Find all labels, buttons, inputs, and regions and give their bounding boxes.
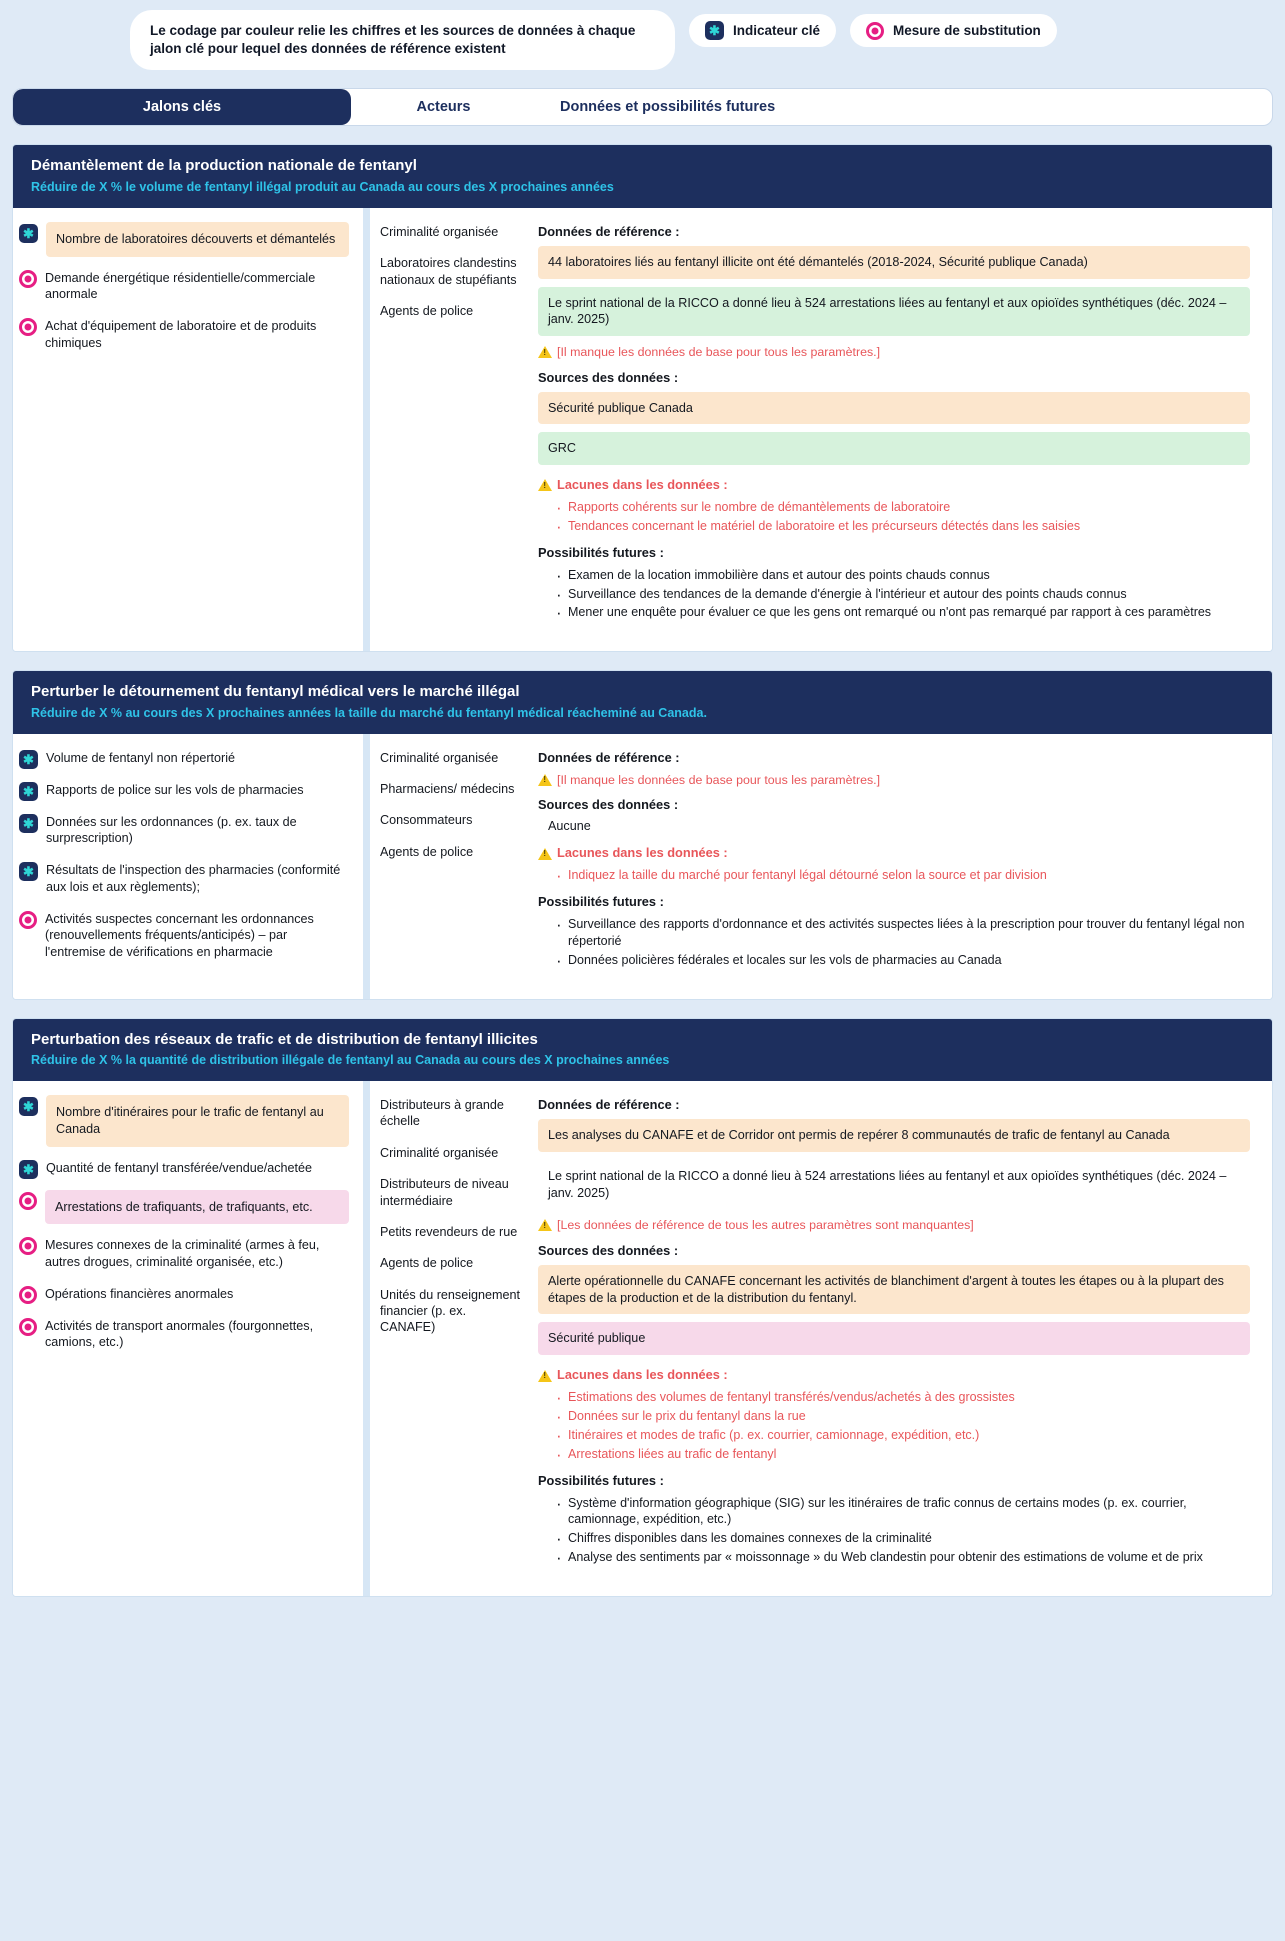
data-gaps-list (538, 1389, 1250, 1463)
actor-item: Petits revendeurs de rue (380, 1224, 518, 1239)
milestone-row (19, 1316, 349, 1353)
milestone-row (19, 812, 349, 849)
section-title: Démantèlement de la production nationale de fentanyl (31, 157, 417, 175)
actor-item: Distributeurs à grande échelle (380, 1098, 504, 1129)
target-circle-icon (19, 1192, 37, 1210)
section-title: Perturber le détournement du fentanyl médical vers le marché illégal (31, 683, 520, 701)
future-opportunities-list (538, 916, 1250, 969)
data-gap-item: · Itinéraires et modes de trafic (p. ex. courrier, camionnage, expédition, etc.) (556, 1427, 1250, 1444)
baseline-data-label: Données de référence : (538, 749, 680, 765)
section-body (13, 1081, 1272, 1596)
milestone-section (12, 144, 1273, 652)
asterisk-square-icon: ✱ (19, 782, 38, 801)
warning-text: [Il manque les données de base pour tous les paramètres.] (557, 345, 881, 360)
milestone-label: Opérations financières anormales (45, 1286, 234, 1301)
future-opportunity-item: · Analyse des sentiments par « moissonnage » du Web clandestin pour obtenir des estimations de volume et de prix (556, 1549, 1250, 1566)
warning-triangle-icon (538, 346, 552, 358)
milestone-row (19, 1235, 349, 1272)
tab-acteurs[interactable] (351, 89, 536, 125)
target-circle-icon (19, 270, 37, 288)
warning-triangle-icon (538, 848, 552, 860)
asterisk-square-icon: ✱ (19, 814, 38, 833)
milestone-row (19, 268, 349, 305)
milestone-row (19, 1284, 349, 1305)
milestone-row (19, 1158, 349, 1179)
milestone-section (12, 1018, 1273, 1597)
milestone-label: Quantité de fentanyl transférée/vendue/achetée (46, 1160, 313, 1175)
future-opportunity-item: · Examen de la location immobilière dans et autour des points chauds connus (556, 567, 1250, 584)
milestone-row (19, 316, 349, 353)
future-opportunity-item: · Système d'information géographique (SIG) sur les itinéraires de trafic connus de certains modes (p. ex. courrier, camionnage, expédition, etc.) (556, 1495, 1250, 1529)
section-body (13, 734, 1272, 999)
target-circle-icon (19, 1318, 37, 1336)
milestone-label: Demande énergétique résidentielle/commerciale anormale (45, 270, 316, 302)
future-opportunities-label: Possibilités futures : (538, 894, 664, 910)
asterisk-square-icon: ✱ (19, 1160, 38, 1179)
sections-container (0, 144, 1285, 1597)
future-opportunity-item: · Surveillance des rapports d'ordonnance et des activités suspectes liées à la prescription pour trouver du fentanyl légal non répertorié (556, 916, 1250, 950)
milestone-label: Achat d'équipement de laboratoire et de produits chimiques (45, 319, 317, 350)
data-gaps-label (538, 1367, 1250, 1382)
section-header (13, 671, 1272, 733)
tab-bar (12, 88, 1273, 126)
target-circle-icon (866, 22, 884, 40)
milestone-label: Activités suspectes concernant les ordonnances (renouvellements fréquents/anticipés) – par l'entremise de vérifications en pharmacie (45, 911, 314, 960)
source-item: Sécurité publique Canada (538, 392, 1250, 425)
future-opportunity-item: · Surveillance des tendances de la demande d'énergie à l'intérieur et autour des points chauds connus (556, 586, 1250, 603)
section-subtitle: Réduire de X % le volume de fentanyl illégal produit au Canada au cours des X prochaines années (31, 179, 614, 194)
data-gaps-list (538, 867, 1250, 884)
data-gaps-label-text: Lacunes dans les données : (557, 1367, 728, 1383)
actor-item: Criminalité organisée (380, 750, 499, 765)
milestone-row (19, 780, 349, 801)
future-opportunities-list (538, 1495, 1250, 1567)
baseline-data-label: Données de référence : (538, 1097, 680, 1113)
milestone-row (19, 860, 349, 897)
milestone-row (19, 748, 349, 769)
section-body (13, 208, 1272, 652)
milestone-label: Mesures connexes de la criminalité (armes à feu, autres drogues, criminalité organisée, etc.) (45, 1238, 320, 1270)
milestone-label: Activités de transport anormales (fourgonnettes, camions, etc.) (45, 1318, 314, 1350)
milestones-column (13, 734, 370, 999)
section-subtitle: Réduire de X % au cours des X prochaines années la taille du marché du fentanyl médical réacheminé au Canada. (31, 705, 707, 720)
target-circle-icon (19, 318, 37, 336)
data-gap-item: · Arrestations liées au trafic de fentanyl (556, 1446, 1250, 1463)
actor-item: Distributeurs de niveau intermédiaire (380, 1177, 509, 1208)
milestone-section (12, 670, 1273, 999)
milestones-column (13, 1081, 370, 1596)
source-item: GRC (538, 432, 1250, 465)
actor-item: Laboratoires clandestins nationaux de stupéfiants (380, 256, 517, 287)
milestone-row (19, 222, 349, 257)
actor-item: Consommateurs (380, 813, 473, 828)
future-opportunity-item: · Chiffres disponibles dans les domaines connexes de la criminalité (556, 1530, 1250, 1547)
actor-item: Agents de police (380, 303, 474, 318)
baseline-data-item: Le sprint national de la RICCO a donné lieu à 524 arrestations liées au fentanyl et aux opioïdes synthétiques (déc. 2024 – janv. 2025) (538, 287, 1250, 336)
actor-item: Agents de police (380, 844, 474, 859)
section-subtitle: Réduire de X % la quantité de distribution illégale de fentanyl au Canada au cours des X prochaines années (31, 1053, 670, 1068)
warning-triangle-icon (538, 479, 552, 491)
future-opportunities-label: Possibilités futures : (538, 1472, 664, 1488)
baseline-missing-warning (538, 1217, 1250, 1234)
milestone-label: Résultats de l'inspection des pharmacies (conformité aux lois et aux règlements); (46, 863, 341, 894)
legend-bar (0, 0, 1285, 70)
legend-key-indicator (689, 14, 836, 47)
milestone-row (19, 1095, 349, 1146)
future-opportunities-label: Possibilités futures : (538, 544, 664, 560)
milestone-label: Nombre de laboratoires découverts et démantelés (46, 222, 349, 257)
legend-note: Le codage par couleur relie les chiffres et les sources de données à chaque jalon clé pour lequel des données de référence existent (130, 10, 675, 70)
target-circle-icon (19, 1237, 37, 1255)
data-gap-item: · Rapports cohérents sur le nombre de démantèlements de laboratoire (556, 499, 1250, 516)
asterisk-square-icon: ✱ (19, 750, 38, 769)
future-opportunity-item: · Données policières fédérales et locales sur les vols de pharmacies au Canada (556, 952, 1250, 969)
actor-item: Unités du renseignement financier (p. ex. CANAFE) (380, 1287, 521, 1335)
data-column (532, 208, 1272, 652)
warning-triangle-icon (538, 1370, 552, 1382)
milestones-column (13, 208, 370, 652)
data-gaps-label (538, 845, 1250, 860)
milestone-label: Données sur les ordonnances (p. ex. taux de surprescription) (46, 814, 297, 846)
tab-label: Données et possibilités futures (560, 99, 776, 116)
tab-jalons-cles[interactable] (13, 89, 351, 125)
actors-column (370, 1081, 532, 1596)
baseline-missing-warning (538, 772, 1250, 789)
actor-item: Criminalité organisée (380, 224, 499, 239)
data-gaps-list (538, 499, 1250, 535)
source-item: Alerte opérationnelle du CANAFE concernant les activités de blanchiment d'argent à toutes les étapes ou à la plupart des étapes de la production et de la distribution du fentanyl. (538, 1265, 1250, 1314)
section-header (13, 1019, 1272, 1081)
milestone-label: Volume de fentanyl non répertorié (46, 750, 236, 765)
milestone-row (19, 909, 349, 963)
source-item-none: Aucune (548, 819, 591, 834)
baseline-data-item: Les analyses du CANAFE et de Corridor ont permis de repérer 8 communautés de trafic de fentanyl au Canada (538, 1119, 1250, 1152)
baseline-data-item: Le sprint national de la RICCO a donné lieu à 524 arrestations liées au fentanyl et aux opioïdes synthétiques (déc. 2024 – janv. 2025) (548, 1168, 1227, 1200)
actor-item: Agents de police (380, 1256, 474, 1271)
section-title: Perturbation des réseaux de trafic et de distribution de fentanyl illicites (31, 1030, 538, 1048)
asterisk-square-icon: ✱ (19, 862, 38, 881)
tab-label: Acteurs (416, 99, 471, 116)
sources-label: Sources des données : (538, 797, 679, 813)
baseline-missing-warning (538, 344, 1250, 361)
section-header (13, 145, 1272, 207)
future-opportunities-list (538, 567, 1250, 622)
source-item: Sécurité publique (538, 1322, 1250, 1355)
legend-proxy-measure (850, 14, 1057, 47)
warning-triangle-icon (538, 1219, 552, 1231)
milestone-row (19, 1190, 349, 1225)
asterisk-square-icon: ✱ (19, 224, 38, 243)
legend-key-indicator-label: Indicateur clé (733, 23, 821, 38)
data-gaps-label-text: Lacunes dans les données : (557, 476, 728, 492)
data-gap-item: · Données sur le prix du fentanyl dans la rue (556, 1408, 1250, 1425)
data-gaps-label (538, 477, 1250, 492)
sources-label: Sources des données : (538, 369, 679, 385)
milestone-label: Arrestations de trafiquants, de trafiquants, etc. (45, 1190, 349, 1225)
tab-label: Jalons clés (142, 99, 222, 116)
milestone-label: Rapports de police sur les vols de pharmacies (46, 782, 304, 797)
data-column (532, 734, 1272, 999)
sources-label: Sources des données : (538, 1242, 679, 1258)
warning-text: [Les données de référence de tous les autres paramètres sont manquantes] (557, 1218, 974, 1233)
data-column (532, 1081, 1272, 1596)
actor-item: Criminalité organisée (380, 1145, 499, 1160)
asterisk-square-icon: ✱ (19, 1097, 38, 1116)
future-opportunity-item: · Mener une enquête pour évaluer ce que les gens ont remarqué ou n'ont pas remarqué par rapport à ces paramètres (556, 604, 1250, 621)
actors-column (370, 734, 532, 999)
data-gaps-label-text: Lacunes dans les données : (557, 845, 728, 861)
actors-column (370, 208, 532, 652)
data-gap-item: · Tendances concernant le matériel de laboratoire et les précurseurs détectés dans les saisies (556, 518, 1250, 535)
baseline-data-item: 44 laboratoires liés au fentanyl illicite ont été démantelés (2018-2024, Sécurité publique Canada) (538, 246, 1250, 279)
legend-proxy-measure-label: Mesure de substitution (893, 23, 1041, 38)
milestone-label: Nombre d'itinéraires pour le trafic de fentanyl au Canada (46, 1095, 349, 1146)
tab-donnees-possibilites[interactable] (536, 89, 799, 125)
warning-triangle-icon (538, 774, 552, 786)
data-gap-item: · Indiquez la taille du marché pour fentanyl légal détourné selon la source et par division (556, 867, 1250, 884)
asterisk-square-icon: ✱ (705, 21, 724, 40)
target-circle-icon (19, 911, 37, 929)
target-circle-icon (19, 1286, 37, 1304)
data-gap-item: · Estimations des volumes de fentanyl transférés/vendus/achetés à des grossistes (556, 1389, 1250, 1406)
warning-text: [Il manque les données de base pour tous les paramètres.] (557, 772, 881, 787)
actor-item: Pharmaciens/ médecins (380, 782, 515, 797)
baseline-data-label: Données de référence : (538, 223, 680, 239)
